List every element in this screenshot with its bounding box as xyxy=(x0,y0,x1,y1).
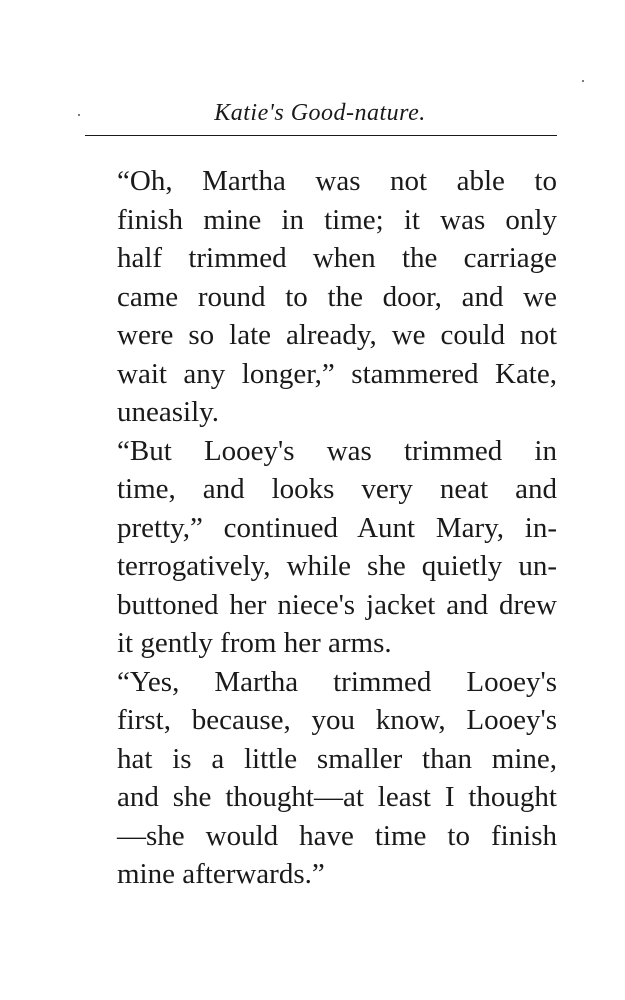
text-line: “Oh, Martha was not able to xyxy=(117,165,557,197)
paragraph xyxy=(84,162,557,432)
text-line: —she would have time to finish xyxy=(117,819,557,852)
paragraph xyxy=(84,432,557,663)
text-line: it gently from her arms. xyxy=(117,627,392,659)
text-line: came round to the door, and we xyxy=(117,280,557,313)
text-line: half trimmed when the carriage xyxy=(117,242,557,274)
running-head-title: Katie's Good-nature. xyxy=(214,100,426,126)
text-line: and she thought—at least I thought xyxy=(117,781,557,813)
print-speck xyxy=(78,114,80,116)
text-line: hat is a little smaller than mine, xyxy=(117,742,557,775)
text-line: wait any longer,” stammered Kate, xyxy=(117,357,557,390)
print-speck xyxy=(582,80,584,82)
body-text xyxy=(84,162,557,894)
header-rule xyxy=(85,135,557,136)
text-line: terrogatively, while she quietly un- xyxy=(117,550,557,582)
paragraph xyxy=(84,663,557,894)
text-line: “Yes, Martha trimmed Looey's xyxy=(117,665,557,698)
text-line: were so late already, we could not xyxy=(117,319,557,351)
text-line: “But Looey's was trimmed in xyxy=(117,434,557,467)
text-line: pretty,” continued Aunt Mary, in- xyxy=(117,511,557,544)
text-line: finish mine in time; it was only xyxy=(117,203,557,236)
text-line: buttoned her niece's jacket and drew xyxy=(117,588,557,621)
text-line: uneasily. xyxy=(117,396,220,428)
text-line: mine afterwards.” xyxy=(117,858,325,890)
text-line: time, and looks very neat and xyxy=(117,473,557,505)
text-line: first, because, you know, Looey's xyxy=(117,704,557,736)
